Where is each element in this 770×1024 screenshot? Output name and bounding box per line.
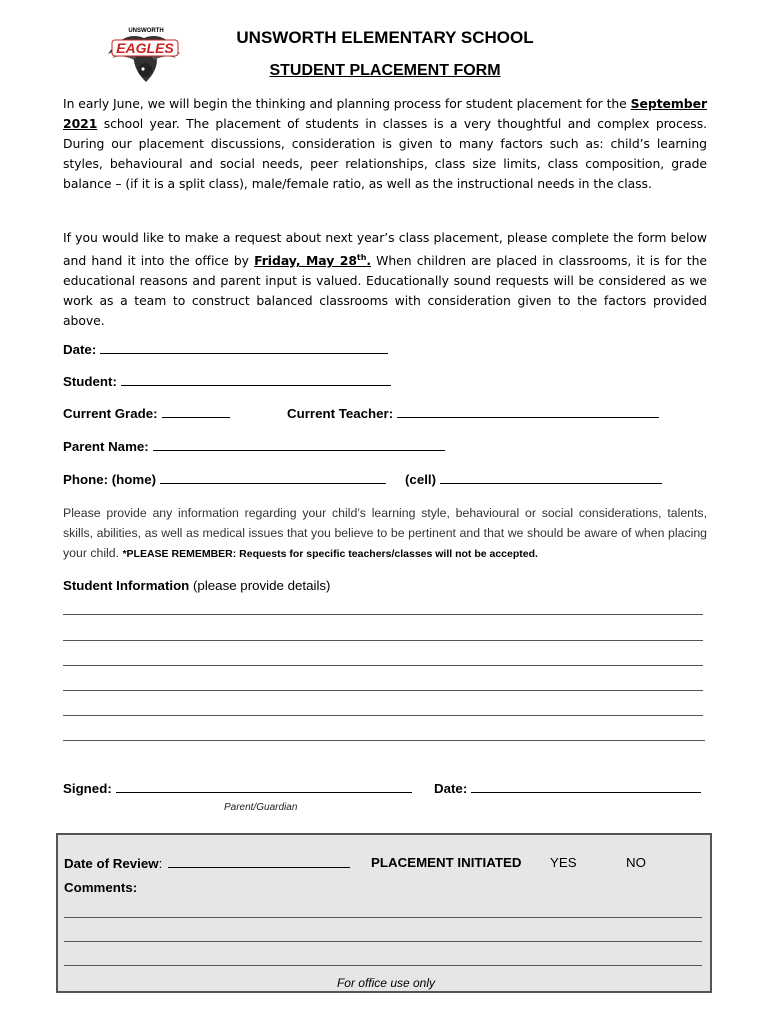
date-of-review-field[interactable]: Date of Review:	[64, 855, 350, 871]
student-info-line-3[interactable]	[63, 665, 703, 666]
form-title: STUDENT PLACEMENT FORM	[269, 62, 501, 79]
parent-guardian-caption: Parent/Guardian	[224, 802, 298, 813]
current-teacher-field[interactable]: Current Teacher:	[287, 405, 659, 421]
student-field[interactable]: Student:	[63, 373, 391, 389]
student-info-line-4[interactable]	[63, 690, 703, 691]
remember-note: *PLEASE REMEMBER: Requests for specific teachers/classes will not be accepted.	[122, 548, 538, 560]
logo-main-text: EAGLES	[116, 40, 174, 56]
comments-label: Comments:	[64, 880, 138, 895]
current-grade-field[interactable]: Current Grade:	[63, 405, 230, 421]
logo-top-text: UNSWORTH	[128, 28, 164, 34]
signature-date-field[interactable]: Date:	[434, 780, 701, 796]
comments-line-1[interactable]	[64, 917, 702, 918]
student-info-line-1[interactable]	[63, 614, 703, 615]
info-instructions: Please provide any information regarding your child’s learning style, behavioural or social considerations, talents, skills, abilities, as well as medical issues that you believe to be pertinent and that we should be aware of when placing your child. *PLEASE REMEMBER: Requests for specific teachers/classes will not be accepted.	[63, 506, 707, 560]
office-use-note: For office use only	[336, 976, 436, 990]
phone-home-field[interactable]: Phone: (home)	[63, 471, 386, 487]
student-info-line-5[interactable]	[63, 715, 703, 716]
signed-field[interactable]: Signed:	[63, 780, 412, 796]
student-info-line-2[interactable]	[63, 640, 703, 641]
intro-paragraph-1: In early June, we will begin the thinking and planning process for student placement for the September 2021 school year. The placement of students in classes is a very thoughtful and complex process. During our placement discussions, consideration is given to many factors such as: child’s learning styles, behavioural and social needs, peer relationships, class size limits, class composition, grade balance – (if it is a split class), male/female ratio, as well as the instructional needs in the class.	[63, 96, 708, 191]
date-field[interactable]: Date:	[63, 341, 388, 357]
school-name: UNSWORTH ELEMENTARY SCHOOL	[236, 28, 534, 47]
comments-line-3[interactable]	[64, 965, 702, 966]
student-info-line-6[interactable]	[63, 740, 705, 741]
phone-cell-field[interactable]: (cell)	[405, 471, 662, 487]
student-information-heading: Student Information (please provide details)	[63, 578, 331, 593]
placement-no-option[interactable]: NO	[626, 855, 646, 870]
placement-initiated-label: PLACEMENT INITIATED	[371, 855, 522, 870]
parent-name-field[interactable]: Parent Name:	[63, 438, 445, 454]
comments-line-2[interactable]	[64, 941, 702, 942]
placement-yes-option[interactable]: YES	[550, 855, 577, 870]
office-use-box	[56, 833, 712, 993]
intro-paragraph-2: If you would like to make a request about next year’s class placement, please complete the form below and hand it into the office by Friday, May 28th. When children are placed in classrooms, it is for the educational reasons and parent input is valued. Educationally sound requests will be considered as we work as a team to construct balanced classrooms with consideration given to the factors provided above.	[63, 230, 707, 329]
